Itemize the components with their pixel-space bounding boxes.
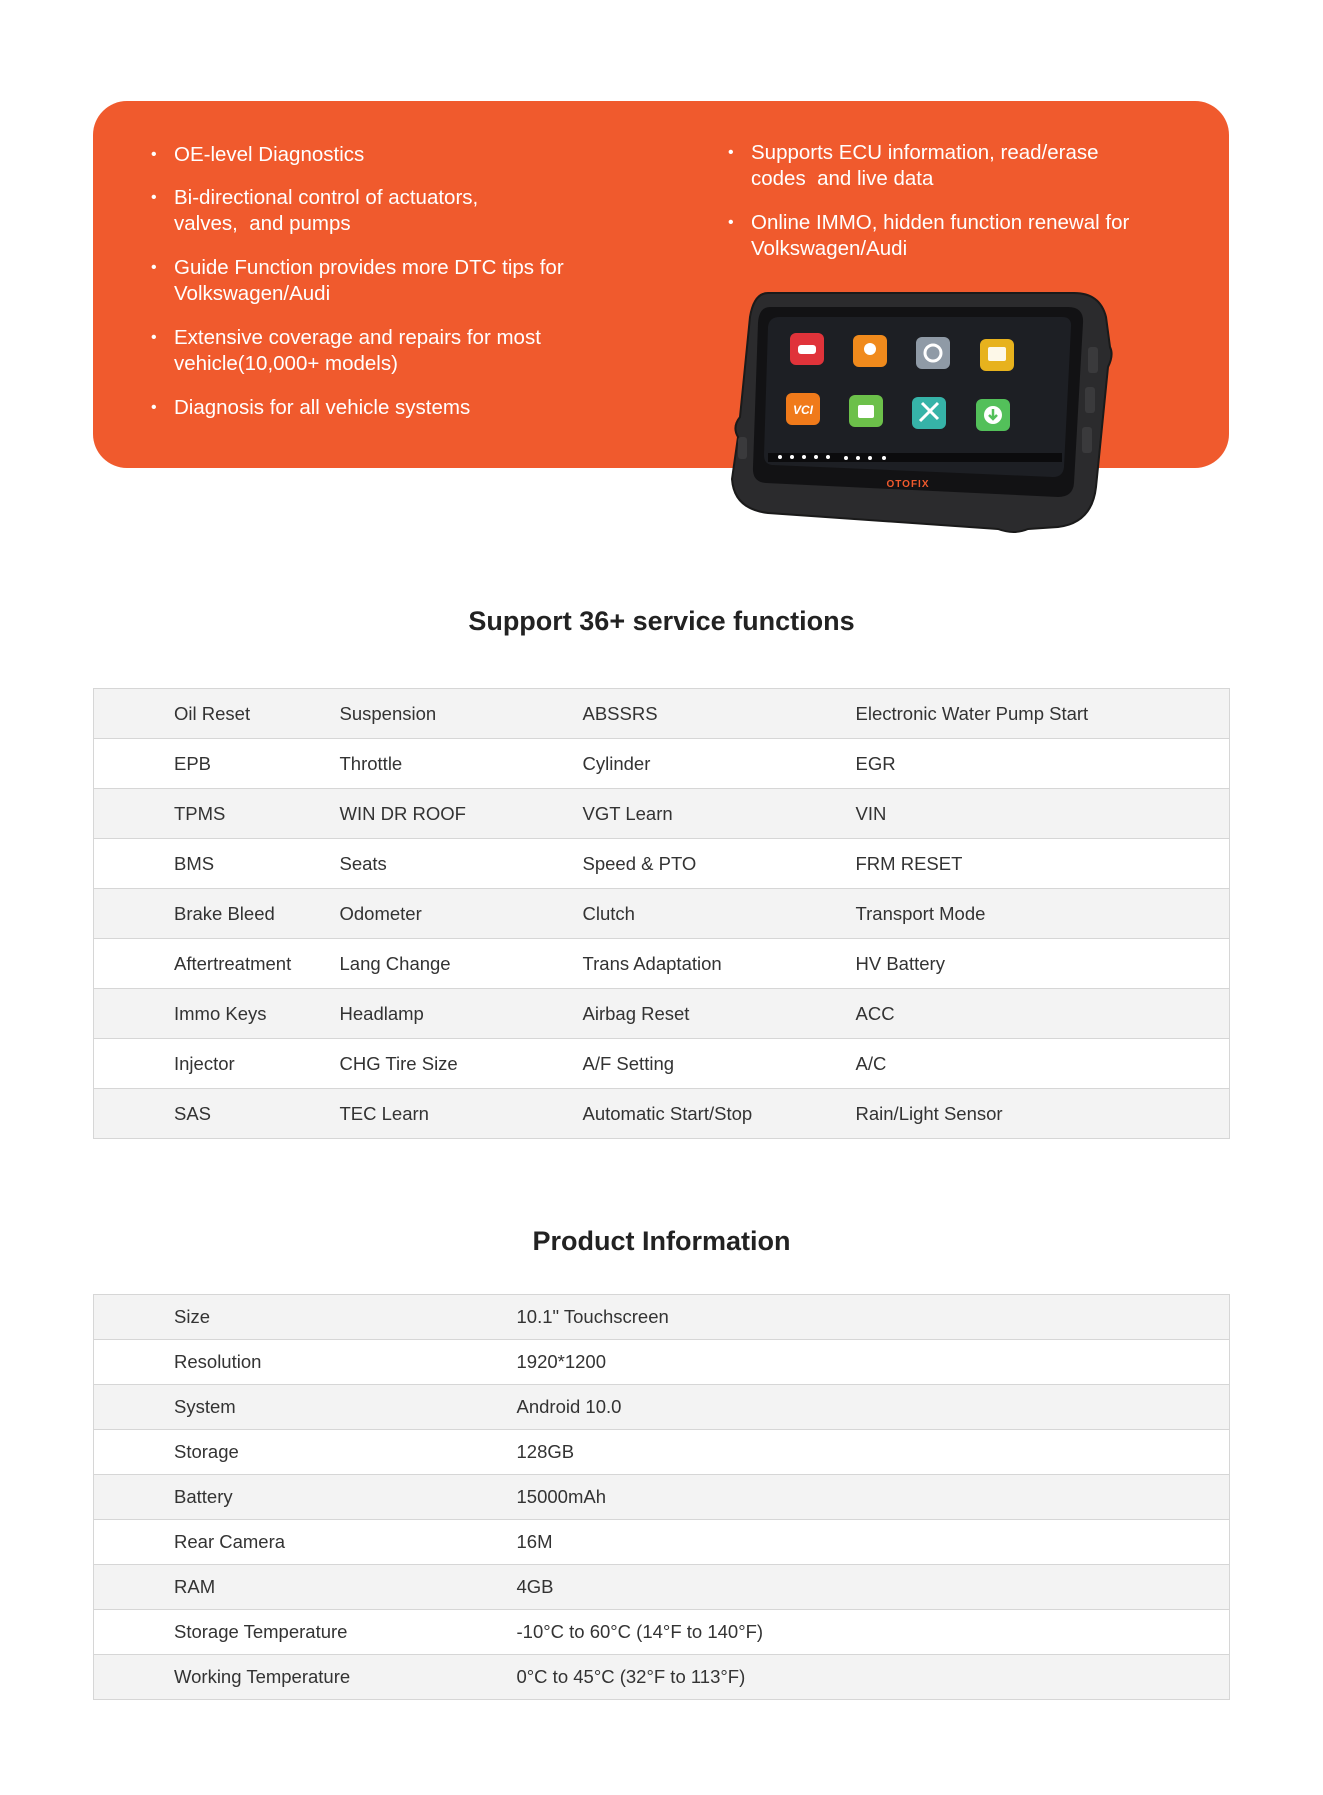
- table-cell: Size: [94, 1295, 517, 1340]
- table-cell: EGR: [856, 739, 1230, 789]
- table-cell: EPB: [94, 739, 340, 789]
- table-cell: Injector: [94, 1039, 340, 1089]
- table-cell: Rear Camera: [94, 1520, 517, 1565]
- table-cell: Automatic Start/Stop: [583, 1089, 856, 1139]
- table-cell: WIN DR ROOF: [340, 789, 583, 839]
- table-cell: Rain/Light Sensor: [856, 1089, 1230, 1139]
- table-row: [94, 1385, 1230, 1430]
- table-row: [94, 689, 1230, 739]
- table-row: [94, 1610, 1230, 1655]
- table-cell: Lang Change: [340, 939, 583, 989]
- table-cell: Oil Reset: [94, 689, 340, 739]
- table-cell: Airbag Reset: [583, 989, 856, 1039]
- table-cell: Trans Adaptation: [583, 939, 856, 989]
- feature-item: • Guide Function provides more DTC tips for Volkswagen/Audi: [151, 255, 594, 307]
- table-cell: Clutch: [583, 889, 856, 939]
- feature-item: • OE-level Diagnostics: [151, 142, 601, 168]
- table-cell: 15000mAh: [517, 1475, 1230, 1520]
- tablet-device-image: [728, 287, 1113, 535]
- table-cell: RAM: [94, 1565, 517, 1610]
- feature-item: • Online IMMO, hidden function renewal for Volkswagen/Audi: [728, 210, 1171, 262]
- table-cell: Aftertreatment: [94, 939, 340, 989]
- table-cell: 1920*1200: [517, 1340, 1230, 1385]
- table-row: [94, 789, 1230, 839]
- table-cell: HV Battery: [856, 939, 1230, 989]
- table-cell: 10.1" Touchscreen: [517, 1295, 1230, 1340]
- feature-item: • Extensive coverage and repairs for most vehicle(10,000+ models): [151, 325, 574, 377]
- table-cell: 128GB: [517, 1430, 1230, 1475]
- table-cell: Android 10.0: [517, 1385, 1230, 1430]
- table-cell: VIN: [856, 789, 1230, 839]
- table-cell: Throttle: [340, 739, 583, 789]
- feature-list-left: [151, 142, 601, 439]
- table-cell: Storage Temperature: [94, 1610, 517, 1655]
- table-cell: System: [94, 1385, 517, 1430]
- table-row: [94, 989, 1230, 1039]
- table-row: [94, 1430, 1230, 1475]
- table-cell: -10°C to 60°C (14°F to 140°F): [517, 1610, 1230, 1655]
- table-cell: 4GB: [517, 1565, 1230, 1610]
- table-row: [94, 1565, 1230, 1610]
- product-info-title: Product Information: [532, 1226, 791, 1256]
- table-cell: 16M: [517, 1520, 1230, 1565]
- table-cell: Resolution: [94, 1340, 517, 1385]
- table-row: [94, 839, 1230, 889]
- table-cell: 0°C to 45°C (32°F to 113°F): [517, 1655, 1230, 1700]
- table-cell: ACC: [856, 989, 1230, 1039]
- table-cell: Immo Keys: [94, 989, 340, 1039]
- services-table: [93, 688, 1230, 1139]
- gear-icon: [916, 337, 950, 369]
- table-cell: A/F Setting: [583, 1039, 856, 1089]
- table-row: [94, 1039, 1230, 1089]
- table-cell: Seats: [340, 839, 583, 889]
- table-cell: Battery: [94, 1475, 517, 1520]
- table-row: [94, 889, 1230, 939]
- table-cell: FRM RESET: [856, 839, 1230, 889]
- table-cell: Suspension: [340, 689, 583, 739]
- table-cell: Headlamp: [340, 989, 583, 1039]
- table-cell: Electronic Water Pump Start: [856, 689, 1230, 739]
- table-cell: Speed & PTO: [583, 839, 856, 889]
- table-row: [94, 1340, 1230, 1385]
- table-cell: Brake Bleed: [94, 889, 340, 939]
- table-row: [94, 739, 1230, 789]
- tablet-brand: OTOFIX: [886, 479, 930, 490]
- table-cell: VGT Learn: [583, 789, 856, 839]
- table-row: [94, 1089, 1230, 1139]
- table-cell: CHG Tire Size: [340, 1039, 583, 1089]
- table-row: [94, 939, 1230, 989]
- services-title: Support 36+ service functions: [468, 606, 855, 636]
- table-cell: TPMS: [94, 789, 340, 839]
- feature-item: • Diagnosis for all vehicle systems: [151, 395, 601, 421]
- table-cell: TEC Learn: [340, 1089, 583, 1139]
- table-cell: Odometer: [340, 889, 583, 939]
- feature-item: • Supports ECU information, read/erase codes and live data: [728, 140, 1191, 192]
- table-row: [94, 1520, 1230, 1565]
- svg-text:VCI: VCI: [792, 403, 814, 417]
- table-row: [94, 1295, 1230, 1340]
- table-cell: Cylinder: [583, 739, 856, 789]
- table-cell: Working Temperature: [94, 1655, 517, 1700]
- table-row: [94, 1655, 1230, 1700]
- table-cell: ABSSRS: [583, 689, 856, 739]
- table-cell: Storage: [94, 1430, 517, 1475]
- product-info-table: [93, 1294, 1230, 1700]
- table-cell: BMS: [94, 839, 340, 889]
- table-cell: SAS: [94, 1089, 340, 1139]
- feature-list-right: [728, 140, 1198, 280]
- table-cell: A/C: [856, 1039, 1230, 1089]
- table-row: [94, 1475, 1230, 1520]
- feature-item: • Bi-directional control of actuators, valves, and pumps: [151, 185, 574, 237]
- table-cell: Transport Mode: [856, 889, 1230, 939]
